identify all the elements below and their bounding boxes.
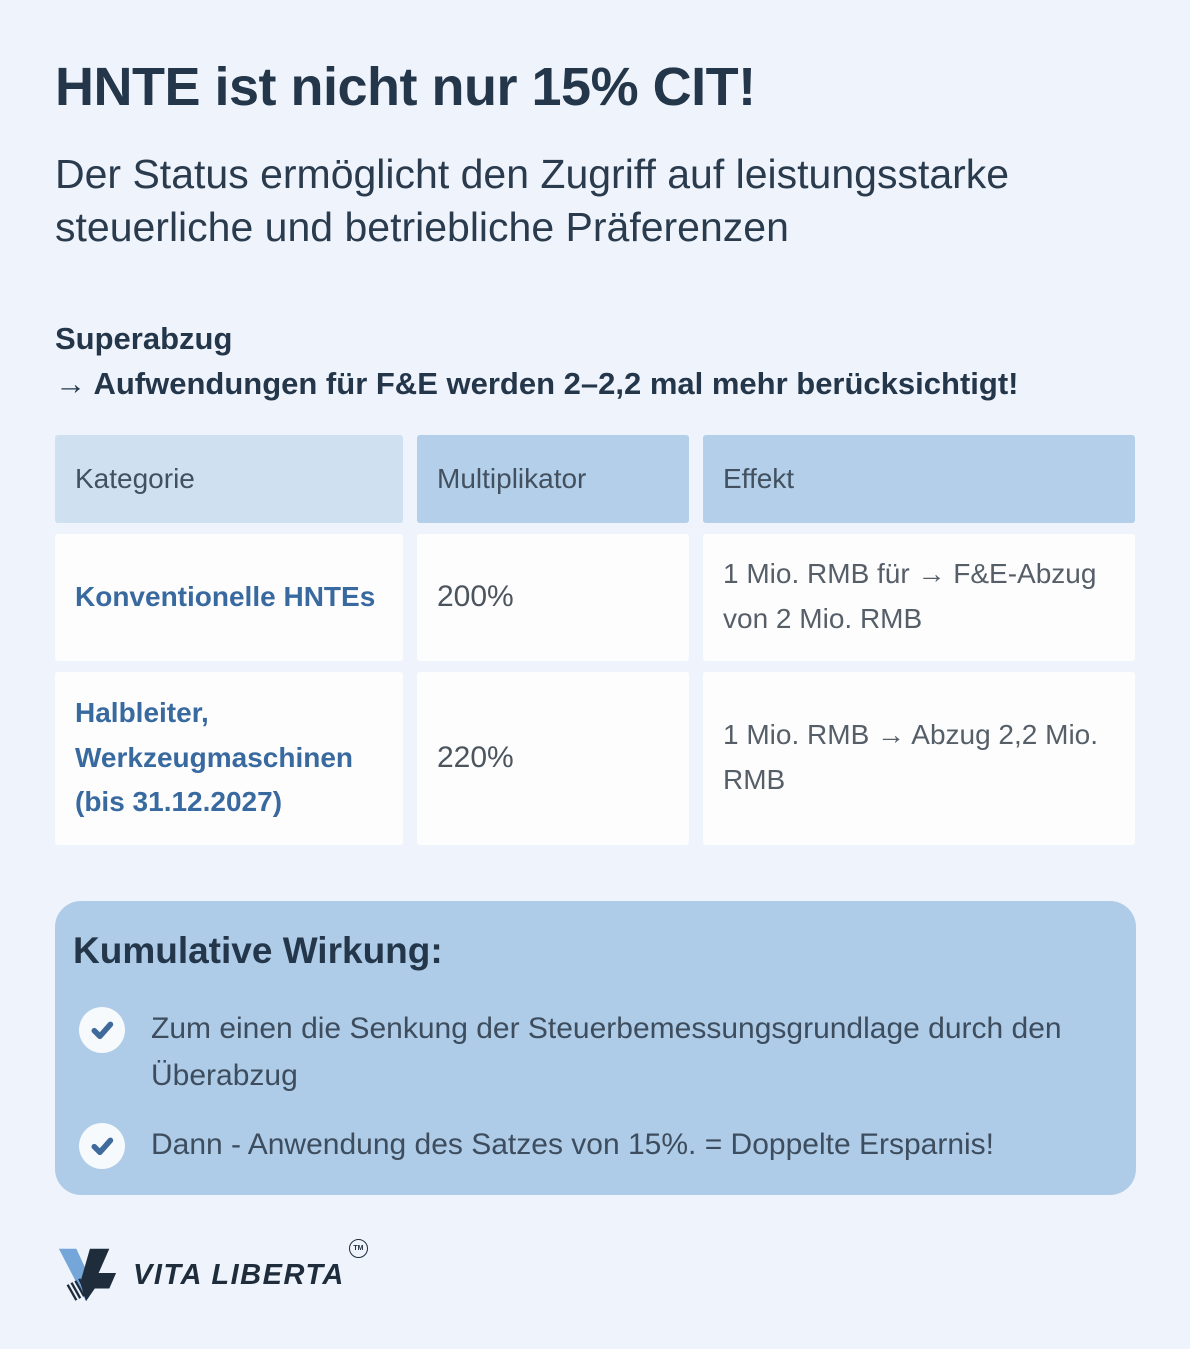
kategorie-value: Halbleiter, Werkzeugmaschinen (bis 31.12.2027) xyxy=(75,696,354,818)
brand-name: VITA LIBERTA xyxy=(133,1258,345,1291)
table-header-label: Multiplikator xyxy=(437,462,587,494)
effekt-value: 1 Mio. RMB für → F&E-Abzug von 2 Mio. RMB xyxy=(723,558,1097,635)
check-icon xyxy=(79,1007,125,1053)
cumulative-heading: Kumulative Wirkung: xyxy=(73,929,443,971)
benefits-table xyxy=(55,435,1135,845)
table-row-2-kategorie-cell xyxy=(55,672,403,845)
list-item-text: Dann - Anwendung des Satzes von 15%. = Doppelte Ersparnis! xyxy=(151,1128,995,1162)
check-icon xyxy=(79,1123,125,1169)
superabzug-section xyxy=(55,317,1135,407)
vita-liberta-logo-icon xyxy=(55,1243,119,1305)
table-header-label: Effekt xyxy=(723,462,795,494)
list-item xyxy=(73,1005,1096,1100)
page-title: HNTE ist nicht nur 15% CIT! xyxy=(55,57,756,117)
table-row-1-kategorie-cell xyxy=(55,534,403,661)
superabzug-lead: → Aufwendungen für F&E werden 2–2,2 mal mehr berücksichtigt! xyxy=(55,365,1019,401)
list-item-text: Zum einen die Senkung der Steuerbemessungsgrundlage durch den Überabzug xyxy=(151,1011,1062,1093)
page-subtitle: Der Status ermöglicht den Zugriff auf leistungsstarke steuerliche und betriebliche Präferenzen xyxy=(55,151,1010,251)
table-header-effekt xyxy=(703,435,1135,523)
table-row-2-multiplikator-cell xyxy=(417,672,689,845)
effekt-value: 1 Mio. RMB → Abzug 2,2 Mio. RMB xyxy=(723,719,1099,796)
table-header-label: Kategorie xyxy=(75,462,195,494)
footer-brand xyxy=(55,1243,1135,1305)
kategorie-value: Konventionelle HNTEs xyxy=(75,580,376,612)
table-header-kategorie xyxy=(55,435,403,523)
table-row-1-effekt-cell xyxy=(703,534,1135,661)
multiplikator-value: 200% xyxy=(437,580,514,614)
cumulative-effect-box xyxy=(55,901,1136,1196)
table-row-2-effekt-cell xyxy=(703,672,1135,845)
table-row-1-multiplikator-cell xyxy=(417,534,689,661)
table-header-multiplikator xyxy=(417,435,689,523)
list-item xyxy=(73,1121,1096,1169)
superabzug-heading: Superabzug xyxy=(55,320,233,356)
trademark-badge: TM xyxy=(349,1239,368,1258)
multiplikator-value: 220% xyxy=(437,741,514,775)
cumulative-list xyxy=(73,1005,1096,1170)
